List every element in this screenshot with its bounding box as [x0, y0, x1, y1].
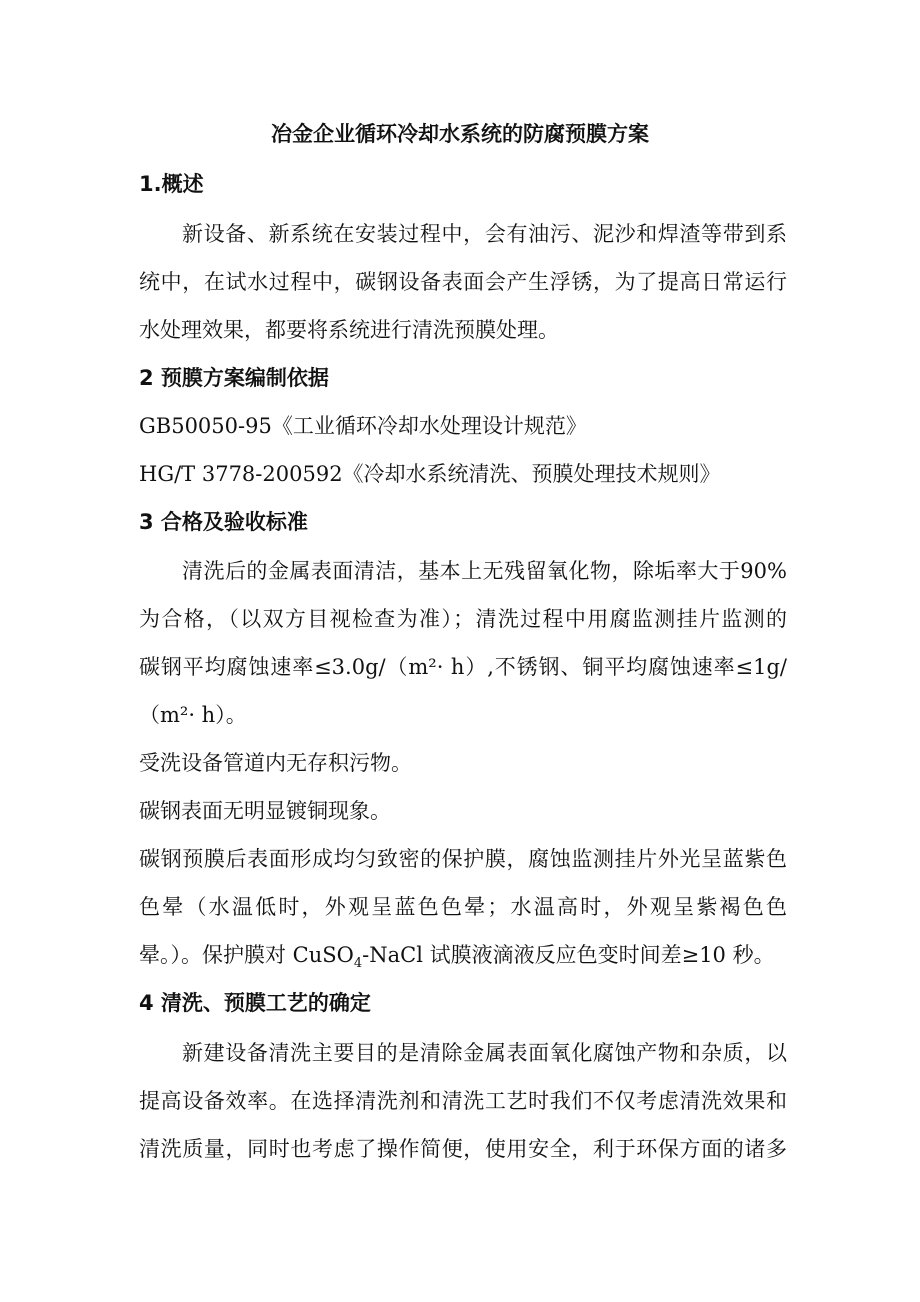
document-title: 冶金企业循环冷却水系统的防腐预膜方案	[271, 122, 649, 146]
section-3-para-line-4: （m²· h）。	[139, 703, 247, 727]
criterion-film-line-1: 碳钢预膜后表面形成均匀致密的保护膜，腐蚀监测挂片外光呈蓝紫色	[139, 847, 787, 871]
film-test-subscript: 4	[353, 956, 363, 969]
section-4-heading: 4 清洗、预膜工艺的确定	[139, 991, 371, 1015]
criterion-film-line-3	[139, 941, 787, 969]
section-1-line-3: 水处理效果，都要将系统进行清洗预膜处理。	[139, 318, 559, 342]
reference-hg-t-3778: HG/T 3778-200592《冷却水系统清洗、预膜处理技术规则》	[139, 462, 721, 486]
section-1-heading: 1.概述	[139, 172, 204, 196]
section-3-para-line-2: 为合格，（以双方目视检查为准）；清洗过程中用腐监测挂片监测的	[139, 607, 787, 631]
film-test-text-pre: 晕。）。保护膜对 CuSO	[139, 943, 354, 967]
section-1-line-1: 新设备、新系统在安装过程中，会有油污、泥沙和焊渣等带到系	[182, 222, 787, 246]
criterion-no-copper-plating: 碳钢表面无明显镀铜现象。	[139, 799, 391, 823]
film-test-text-post: -NaCl 试膜液滴液反应色变时间差≥10 秒。	[362, 943, 775, 967]
section-4-line-1: 新建设备清洗主要目的是清除金属表面氧化腐蚀产物和杂质，以	[182, 1041, 787, 1065]
section-4-line-2: 提高设备效率。在选择清洗剂和清洗工艺时我们不仅考虑清洗效果和	[139, 1089, 787, 1113]
section-4-line-3: 清洗质量，同时也考虑了操作简便，使用安全，利于环保方面的诸多	[139, 1137, 787, 1161]
section-3-heading: 3 合格及验收标准	[139, 510, 308, 534]
criterion-film-line-2: 色晕（水温低时，外观呈蓝色色晕；水温高时，外观呈紫褐色色	[139, 895, 787, 919]
section-3-para-line-3: 碳钢平均腐蚀速率≤3.0g/（m²· h）,不锈钢、铜平均腐蚀速率≤1g/	[139, 655, 787, 679]
section-2-heading: 2 预膜方案编制依据	[139, 366, 329, 390]
section-3-para-line-1: 清洗后的金属表面清洁，基本上无残留氧化物，除垢率大于90%	[182, 559, 787, 583]
section-1-line-2: 统中，在试水过程中，碳钢设备表面会产生浮锈，为了提高日常运行	[139, 270, 787, 294]
criterion-pipe-clean: 受洗设备管道内无存积污物。	[139, 751, 412, 775]
reference-gb50050: GB50050-95《工业循环冷却水处理设计规范》	[139, 414, 587, 438]
